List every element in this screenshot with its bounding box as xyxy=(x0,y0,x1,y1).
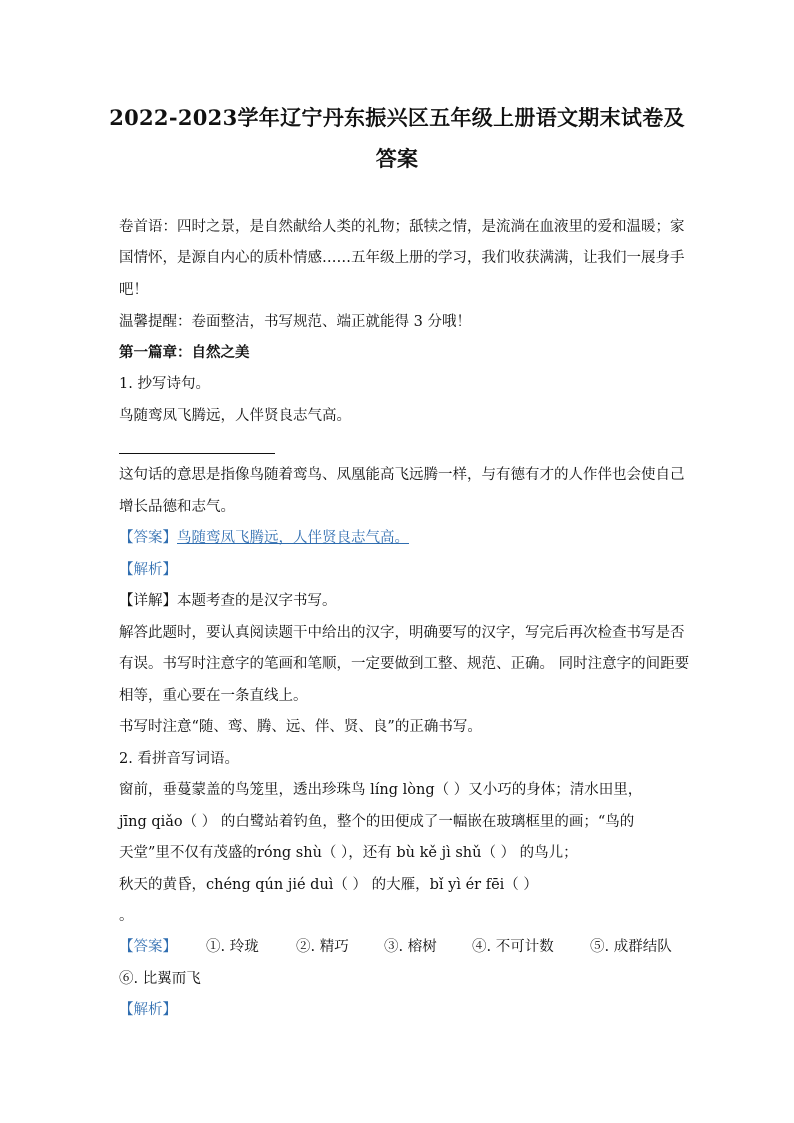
analysis-label: 【解析】 xyxy=(119,562,177,578)
question-1-title: 1. 抄写诗句。 xyxy=(119,376,210,392)
intro-line-2: 国情怀，是源自内心的质朴情感……五年级上册的学习，我们收获满满，让我们一展身手 xyxy=(119,250,685,266)
reminder-text: 温馨提醒：卷面整洁，书写规范、端正就能得 3 分哦！ xyxy=(119,314,471,330)
question-1-detail xyxy=(119,591,337,611)
document-title-line-1: 2022-2023学年辽宁丹东振兴区五年级上册语文期末试卷及 xyxy=(109,105,685,130)
answer-item: ③. 榕树 xyxy=(384,939,437,955)
question-2-text-line-3: 天堂”里不仅有茂盛的róng shù（ ），还有 bù kě jì shǔ（ ） 的鸟儿； xyxy=(119,845,578,861)
question-1-poem: 鸟随鸾凤飞腾远，人伴贤良志气高。 xyxy=(119,408,351,424)
question-1-answer xyxy=(119,528,409,548)
question-2-text-line-1: 窗前，垂蔓蒙盖的鸟笼里，透出珍珠鸟 líng lòng（ ）又小巧的身体；清水田里， xyxy=(119,782,643,798)
answer-label: 【答案】 xyxy=(119,530,177,546)
question-2-answer-label: 【答案】 xyxy=(119,939,177,955)
question-1-meaning-line-1: 这句话的意思是指像鸟随着鸾鸟、凤凰能高飞远腾一样，与有德有才的人作伴也会使自己 xyxy=(119,467,685,483)
question-2-text-line-5: 。 xyxy=(119,908,134,924)
detail-text: 本题考查的是汉字书写。 xyxy=(177,593,337,609)
explain-line-1: 解答此题时，要认真阅读题干中给出的汉字，明确要写的汉字，写完后再次检查书写是否 xyxy=(119,625,685,641)
question-2-text-line-2: jīng qiǎo（ ） 的白鹭站着钓鱼，整个的田便成了一幅嵌在玻璃框里的画；“鸟的 xyxy=(119,814,635,830)
answer-item: ⑥. 比翼而飞 xyxy=(119,971,201,987)
question-2-analysis-label: 【解析】 xyxy=(119,1002,177,1018)
question-2-text-line-4: 秋天的黄昏，chéng qún jié duì（ ） 的大雁，bǐ yì ér fēi（ ） xyxy=(119,877,538,893)
answer-item: ①. 玲珑 xyxy=(206,939,259,955)
detail-label: 【详解】 xyxy=(119,593,177,609)
answer-item: ②. 精巧 xyxy=(296,939,349,955)
chapter-heading: 第一篇章：自然之美 xyxy=(119,344,250,361)
document-title-line-2: 答案 xyxy=(375,146,419,171)
answer-text: 鸟随鸾凤飞腾远，人伴贤良志气高。 xyxy=(177,530,409,546)
intro-line-3: 吧！ xyxy=(119,282,148,298)
explain-line-3: 相等，重心要在一条直线上。 xyxy=(119,688,308,704)
explain-line-2: 有误。书写时注意字的笔画和笔顺，一定要做到工整、规范、正确。 同时注意字的间距要 xyxy=(119,656,690,672)
intro-line-1: 卷首语：四时之景，是自然献给人类的礼物；舐犊之情，是流淌在血液里的爱和温暖；家 xyxy=(119,219,685,235)
answer-item: ⑤. 成群结队 xyxy=(590,939,672,955)
answer-blank-line xyxy=(119,453,275,454)
question-1-meaning-line-2: 增长品德和志气。 xyxy=(119,499,235,515)
explain-line-4: 书写时注意“随、鸾、腾、远、伴、贤、良”的正确书写。 xyxy=(119,719,482,735)
answer-item: ④. 不可计数 xyxy=(472,939,554,955)
question-2-title: 2. 看拼音写词语。 xyxy=(119,751,239,767)
